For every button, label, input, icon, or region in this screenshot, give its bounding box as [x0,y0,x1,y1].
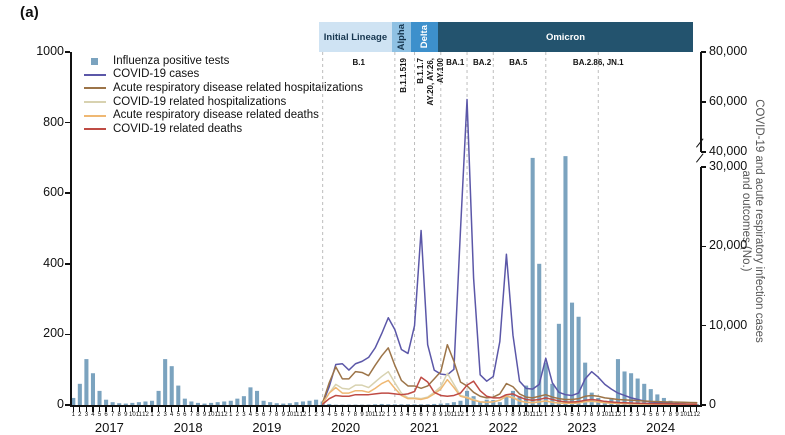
x-month-label: 7 [264,412,276,418]
x-month-label: 12 [454,412,466,418]
x-year-label: 2021 [396,420,452,435]
x-month-label: 9 [356,412,368,418]
flu-bar [84,359,88,405]
legend-item-label: Acute respiratory disease related deaths [113,109,319,121]
x-month-label: 1 [461,412,473,418]
y-tick-label-right: 30,000 [709,159,761,173]
y-tick-label-left: 200 [22,326,64,340]
y-axis-right-line-lower [700,167,702,405]
series-line [323,100,697,405]
x-month-label: 7 [185,412,197,418]
flu-bar [563,156,567,405]
x-month-label: 4 [166,412,178,418]
x-month-label: 6 [651,412,663,418]
flu-bar [163,359,167,405]
sublineage-label: BA.1 [427,58,483,67]
x-year-label: 2019 [239,420,295,435]
y-tick-right [701,51,706,53]
x-month-label: 8 [507,412,519,418]
y-tick-right [701,151,706,153]
x-month-label: 6 [179,412,191,418]
x-month-label: 2 [231,412,243,418]
sublineage-label: BA.5 [490,58,546,67]
x-month-label: 4 [638,412,650,418]
x-month-label: 11 [684,412,696,418]
x-month-label: 11 [527,412,539,418]
y-tick-left [65,192,70,194]
x-month-label: 6 [336,412,348,418]
y-tick-left [65,51,70,53]
x-month-label: 8 [192,412,204,418]
x-month-label: 1 [304,412,316,418]
x-month-label: 3 [317,412,329,418]
x-month-label: 11 [212,412,224,418]
x-month-label: 11 [290,412,302,418]
x-month-label: 6 [258,412,270,418]
y-tick-right [701,325,706,327]
x-month-label: 3 [80,412,92,418]
y-tick-label-right: 0 [709,397,761,411]
y-tick-right [701,246,706,248]
x-month-label: 6 [494,412,506,418]
x-month-label: 3 [395,412,407,418]
x-month-label: 12 [297,412,309,418]
flu-bar [583,363,587,405]
y-tick-right [701,101,706,103]
x-month-label: 3 [474,412,486,418]
panel-label: (a) [20,4,39,21]
variant-segment-label: Alpha [396,24,407,50]
y-tick-label-right: 60,000 [709,94,761,108]
x-month-label: 1 [619,412,631,418]
y-tick-left [65,122,70,124]
x-month-label: 7 [107,412,119,418]
x-month-label: 2 [625,412,637,418]
x-year-label: 2020 [318,420,374,435]
x-month-label: 1 [382,412,394,418]
y-tick-label-right: 40,000 [709,144,761,158]
x-month-label: 4 [402,412,414,418]
x-month-label: 7 [422,412,434,418]
x-month-label: 2 [389,412,401,418]
x-month-label: 10 [441,412,453,418]
x-month-label: 9 [199,412,211,418]
x-month-label: 8 [586,412,598,418]
x-month-label: 4 [323,412,335,418]
y-axis-left-line [70,52,72,405]
y-tick-label-left: 0 [22,397,64,411]
y-tick-right [701,166,706,168]
chart-canvas [70,52,700,405]
x-month-label: 1 [67,412,79,418]
variant-segment-label: Delta [419,25,430,48]
flu-bar [97,391,101,405]
x-month-label: 7 [658,412,670,418]
x-month-label: 10 [599,412,611,418]
x-month-label: 11 [369,412,381,418]
x-month-label: 7 [500,412,512,418]
x-month-label: 5 [251,412,263,418]
x-month-label: 6 [100,412,112,418]
flu-bar [255,391,259,405]
y-tick-left [65,263,70,265]
x-month-label: 3 [553,412,565,418]
x-month-label: 5 [94,412,106,418]
x-month-label: 2 [74,412,86,418]
x-month-label: 9 [277,412,289,418]
flu-bar [248,387,252,405]
x-month-label: 12 [533,412,545,418]
chart-plot-area [70,52,700,405]
x-month-label: 7 [343,412,355,418]
x-month-label: 10 [284,412,296,418]
variant-segment-label: Initial Lineage [324,32,387,43]
x-month-label: 10 [363,412,375,418]
x-year-label: 2024 [633,420,689,435]
x-month-label: 12 [376,412,388,418]
x-month-label: 8 [113,412,125,418]
x-month-label: 8 [349,412,361,418]
x-year-label: 2017 [81,420,137,435]
y-tick-label-left: 1000 [22,44,64,58]
sublineage-label: B.1.1.519 [399,58,408,93]
legend-item-label: Influenza positive tests [113,55,229,67]
flu-bar [78,384,82,405]
flu-bar [157,391,161,405]
y-tick-label-left: 400 [22,256,64,270]
sublineage-label: AY.20, AY.26, [426,58,435,106]
x-year-label: 2022 [475,420,531,435]
x-month-label: 2 [546,412,558,418]
legend-item-label: COVID-19 related deaths [113,123,242,135]
flu-bar [71,398,75,405]
x-month-label: 1 [225,412,237,418]
x-month-label: 1 [146,412,158,418]
x-month-label: 4 [481,412,493,418]
flu-bar [242,396,246,405]
x-month-label: 3 [238,412,250,418]
x-month-label: 12 [218,412,230,418]
x-month-label: 11 [605,412,617,418]
x-month-label: 12 [139,412,151,418]
sublineage-label: AY.100 [436,58,445,83]
x-month-label: 4 [244,412,256,418]
x-month-label: 12 [612,412,624,418]
x-month-label: 10 [520,412,532,418]
x-month-label: 10 [126,412,138,418]
flu-bar [531,158,535,405]
x-month-label: 1 [540,412,552,418]
x-month-label: 6 [415,412,427,418]
x-month-label: 10 [678,412,690,418]
sublineage-label: B.1.1.7 [416,58,425,84]
x-month-label: 9 [120,412,132,418]
x-month-label: 3 [632,412,644,418]
x-year-label: 2018 [160,420,216,435]
x-month-label: 5 [330,412,342,418]
legend-item-label: Acute respiratory disease related hospitalizations [113,82,363,94]
x-month-label: 4 [87,412,99,418]
x-month-label: 2 [468,412,480,418]
y-tick-right [701,404,706,406]
x-month-label: 10 [205,412,217,418]
x-month-label: 9 [514,412,526,418]
x-month-label: 6 [573,412,585,418]
legend-item-label: COVID-19 cases [113,68,199,80]
legend-item-label: COVID-19 related hospitalizations [113,96,286,108]
x-year-label: 2023 [554,420,610,435]
x-month-label: 7 [579,412,591,418]
x-month-label: 5 [172,412,184,418]
x-month-label: 2 [153,412,165,418]
flu-bar [616,359,620,405]
variant-segment-label: Omicron [546,32,585,43]
x-month-label: 12 [691,412,703,418]
x-month-label: 8 [428,412,440,418]
x-month-label: 9 [592,412,604,418]
x-month-label: 3 [159,412,171,418]
y-tick-label-left: 800 [22,115,64,129]
x-month-label: 5 [566,412,578,418]
y-tick-left [65,334,70,336]
x-month-label: 9 [435,412,447,418]
x-month-label: 2 [310,412,322,418]
sublineage-label: B.1 [331,58,387,67]
x-month-label: 5 [409,412,421,418]
x-month-label: 5 [487,412,499,418]
sublineage-label: BA.2.86, JN.1 [570,58,626,67]
y-tick-label-right: 80,000 [709,44,761,58]
x-month-label: 9 [671,412,683,418]
flu-bar [570,303,574,405]
x-month-label: 5 [645,412,657,418]
y-tick-label-right: 20,000 [709,238,761,252]
y-tick-label-left: 600 [22,185,64,199]
flu-bar [176,386,180,405]
x-month-label: 11 [448,412,460,418]
sublineage-label: BA.2 [454,58,510,67]
y-axis-right-title: COVID-19 and acute respiratory infection cases and outcomes (No.) [740,96,765,346]
flu-bar [170,366,174,405]
y-tick-label-right: 10,000 [709,318,761,332]
x-month-label: 8 [271,412,283,418]
x-month-label: 8 [664,412,676,418]
x-month-label: 11 [133,412,145,418]
flu-bar [91,373,95,405]
x-month-label: 4 [559,412,571,418]
